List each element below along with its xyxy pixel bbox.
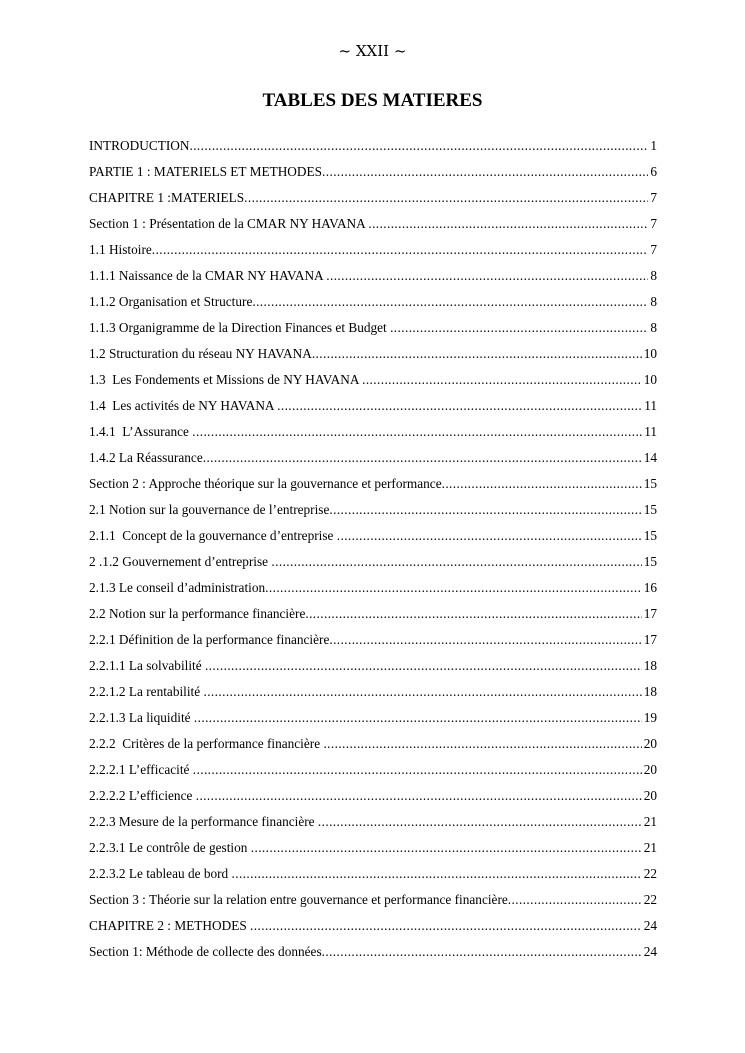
toc-entry[interactable] bbox=[89, 861, 657, 887]
toc-entry[interactable] bbox=[89, 887, 657, 913]
toc-dot-leader bbox=[232, 861, 642, 887]
toc-entry-page: 20 bbox=[643, 736, 657, 751]
toc-entry-label: 1.1.3 Organigramme de la Direction Finances et Budget bbox=[89, 320, 391, 335]
toc-dot-leader bbox=[305, 601, 641, 627]
toc-dot-leader bbox=[337, 523, 642, 549]
toc-entry-label: 2.2.1 Définition de la performance financière bbox=[89, 632, 330, 647]
toc-entry-page: 18 bbox=[643, 684, 657, 699]
toc-dot-leader bbox=[329, 627, 641, 653]
toc-entry-label: 1.2 Structuration du réseau NY HAVANA bbox=[89, 346, 312, 361]
toc-entry-page: 16 bbox=[643, 580, 657, 595]
toc-entry-page: 15 bbox=[643, 502, 657, 517]
toc-entry-label: 2.2 Notion sur la performance financière bbox=[89, 606, 306, 621]
toc-entry-page: 20 bbox=[643, 788, 657, 803]
toc-entry-label: 1.4.1 L’Assurance bbox=[89, 424, 193, 439]
toc-dot-leader bbox=[322, 159, 648, 185]
toc-entry-label: 2.2.2 Critères de la performance financière bbox=[89, 736, 324, 751]
toc-dot-leader bbox=[323, 731, 641, 757]
toc-dot-leader bbox=[189, 133, 648, 159]
toc-entry-page: 7 bbox=[650, 242, 657, 257]
toc-dot-leader bbox=[252, 289, 648, 315]
toc-entry-page: 8 bbox=[650, 268, 657, 283]
toc-entry-page: 18 bbox=[643, 658, 657, 673]
toc-dot-leader bbox=[326, 263, 648, 289]
toc-entry[interactable] bbox=[89, 289, 657, 315]
toc-entry-label: 2.1.3 Le conseil d’administration bbox=[89, 580, 266, 595]
toc-entry-label: 1.1.1 Naissance de la CMAR NY HAVANA bbox=[89, 268, 327, 283]
toc-entry[interactable] bbox=[89, 211, 657, 237]
toc-dot-leader bbox=[329, 497, 641, 523]
toc-entry-label: CHAPITRE 2 : METHODES bbox=[89, 918, 251, 933]
toc-entry-page: 22 bbox=[643, 892, 657, 907]
toc-entry[interactable] bbox=[89, 913, 657, 939]
toc-entry-page: 14 bbox=[643, 450, 657, 465]
toc-entry-page: 15 bbox=[643, 528, 657, 543]
toc-entry-page: 6 bbox=[650, 164, 657, 179]
toc-dot-leader bbox=[194, 705, 642, 731]
toc-entry-page: 21 bbox=[643, 840, 657, 855]
toc-entry[interactable] bbox=[89, 783, 657, 809]
toc-entry-label: INTRODUCTION bbox=[89, 138, 190, 153]
toc-entry-label: Section 2 : Approche théorique sur la gouvernance et performance bbox=[89, 476, 442, 491]
toc-entry[interactable] bbox=[89, 939, 657, 965]
toc-dot-leader bbox=[192, 419, 642, 445]
toc-dot-leader bbox=[205, 653, 642, 679]
toc-entry[interactable] bbox=[89, 393, 657, 419]
toc-entry-page: 15 bbox=[643, 554, 657, 569]
page-number: ~ XXII ~ bbox=[338, 42, 407, 60]
toc-entry-page: 11 bbox=[644, 398, 657, 413]
toc-entry-label: 1.1 Histoire bbox=[89, 242, 152, 257]
toc-dot-leader bbox=[312, 341, 642, 367]
toc-entry-label: 2.2.3.1 Le contrôle de gestion bbox=[89, 840, 251, 855]
toc-entry[interactable] bbox=[89, 315, 657, 341]
toc-entry[interactable] bbox=[89, 549, 657, 575]
toc-dot-leader bbox=[196, 783, 642, 809]
toc-dot-leader bbox=[244, 185, 648, 211]
toc-entry-page: 10 bbox=[643, 346, 657, 361]
toc-entry[interactable] bbox=[89, 757, 657, 783]
toc-entry-label: CHAPITRE 1 :MATERIELS bbox=[89, 190, 245, 205]
toc-entry-page: 17 bbox=[643, 606, 657, 621]
toc-entry-label: 1.4 Les activités de NY HAVANA bbox=[89, 398, 278, 413]
page-title: TABLES DES MATIERES bbox=[262, 90, 483, 111]
toc-entry-label: 2.2.3 Mesure de la performance financière bbox=[89, 814, 318, 829]
toc-entry-label: Section 1: Méthode de collecte des données bbox=[89, 944, 322, 959]
toc-entry-page: 24 bbox=[643, 944, 657, 959]
toc-entry[interactable] bbox=[89, 523, 657, 549]
toc-entry-label: Section 3 : Théorie sur la relation entre gouvernance et performance financière bbox=[89, 892, 508, 907]
toc-entry[interactable] bbox=[89, 263, 657, 289]
toc-entry-page: 24 bbox=[643, 918, 657, 933]
toc-entry[interactable] bbox=[89, 809, 657, 835]
toc-entry-label: 2.1.1 Concept de la gouvernance d’entreprise bbox=[89, 528, 337, 543]
toc-entry[interactable] bbox=[89, 627, 657, 653]
toc-entry-label: 1.3 Les Fondements et Missions de NY HAVANA bbox=[89, 372, 363, 387]
toc-entry-page: 19 bbox=[643, 710, 657, 725]
toc-dot-leader bbox=[203, 445, 642, 471]
toc-dot-leader bbox=[508, 887, 642, 913]
toc-entry[interactable] bbox=[89, 653, 657, 679]
toc-entry[interactable] bbox=[89, 679, 657, 705]
toc-entry[interactable] bbox=[89, 237, 657, 263]
toc-dot-leader bbox=[362, 367, 642, 393]
toc-entry-page: 8 bbox=[650, 294, 657, 309]
toc-entry-label: 1.1.2 Organisation et Structure bbox=[89, 294, 253, 309]
toc-entry-page: 10 bbox=[643, 372, 657, 387]
toc-dot-leader bbox=[265, 575, 642, 601]
toc-entry[interactable] bbox=[89, 471, 657, 497]
toc-entry[interactable] bbox=[89, 419, 657, 445]
toc-entry-label: 2 .1.2 Gouvernement d’entreprise bbox=[89, 554, 272, 569]
toc-entry-page: 17 bbox=[643, 632, 657, 647]
toc-entry-label: 2.2.2.2 L’efficience bbox=[89, 788, 196, 803]
toc-entry-page: 11 bbox=[644, 424, 657, 439]
toc-entry[interactable] bbox=[89, 705, 657, 731]
toc-dot-leader bbox=[251, 835, 642, 861]
toc-entry-page: 7 bbox=[650, 216, 657, 231]
toc-entry[interactable] bbox=[89, 159, 657, 185]
toc-entry-label: 2.1 Notion sur la gouvernance de l’entreprise bbox=[89, 502, 330, 517]
toc-dot-leader bbox=[271, 549, 641, 575]
toc-entry[interactable] bbox=[89, 497, 657, 523]
toc-entry-label: 2.2.3.2 Le tableau de bord bbox=[89, 866, 232, 881]
toc-dot-leader bbox=[322, 939, 642, 965]
toc-entry[interactable] bbox=[89, 835, 657, 861]
toc-entry[interactable] bbox=[89, 341, 657, 367]
toc-entry-label: PARTIE 1 : MATERIELS ET METHODES bbox=[89, 164, 323, 179]
toc-entry-page: 20 bbox=[643, 762, 657, 777]
toc-entry[interactable] bbox=[89, 133, 657, 159]
toc-entry-label: 2.2.1.3 La liquidité bbox=[89, 710, 194, 725]
toc-dot-leader bbox=[203, 679, 641, 705]
toc-entry-label: 2.2.1.2 La rentabilité bbox=[89, 684, 204, 699]
toc-entry[interactable] bbox=[89, 601, 657, 627]
toc-dot-leader bbox=[318, 809, 642, 835]
toc-entry[interactable] bbox=[89, 445, 657, 471]
toc-entry-page: 21 bbox=[643, 814, 657, 829]
toc-dot-leader bbox=[152, 237, 649, 263]
toc-dot-leader bbox=[442, 471, 642, 497]
toc-entry[interactable] bbox=[89, 185, 657, 211]
toc-entry-label: 2.2.1.1 La solvabilité bbox=[89, 658, 205, 673]
toc-entry-page: 22 bbox=[643, 866, 657, 881]
toc-dot-leader bbox=[250, 913, 642, 939]
toc-entry-page: 1 bbox=[650, 138, 657, 153]
toc-entry-label: 2.2.2.1 L’efficacité bbox=[89, 762, 193, 777]
table-of-contents bbox=[89, 133, 657, 965]
toc-entry-label: Section 1 : Présentation de la CMAR NY HAVANA bbox=[89, 216, 369, 231]
toc-entry[interactable] bbox=[89, 575, 657, 601]
toc-entry[interactable] bbox=[89, 367, 657, 393]
toc-dot-leader bbox=[277, 393, 642, 419]
toc-entry-page: 7 bbox=[650, 190, 657, 205]
toc-entry-label: 1.4.2 La Réassurance bbox=[89, 450, 203, 465]
toc-entry-page: 8 bbox=[650, 320, 657, 335]
toc-entry-page: 15 bbox=[643, 476, 657, 491]
toc-dot-leader bbox=[368, 211, 648, 237]
toc-dot-leader bbox=[390, 315, 648, 341]
toc-entry[interactable] bbox=[89, 731, 657, 757]
toc-dot-leader bbox=[193, 757, 642, 783]
